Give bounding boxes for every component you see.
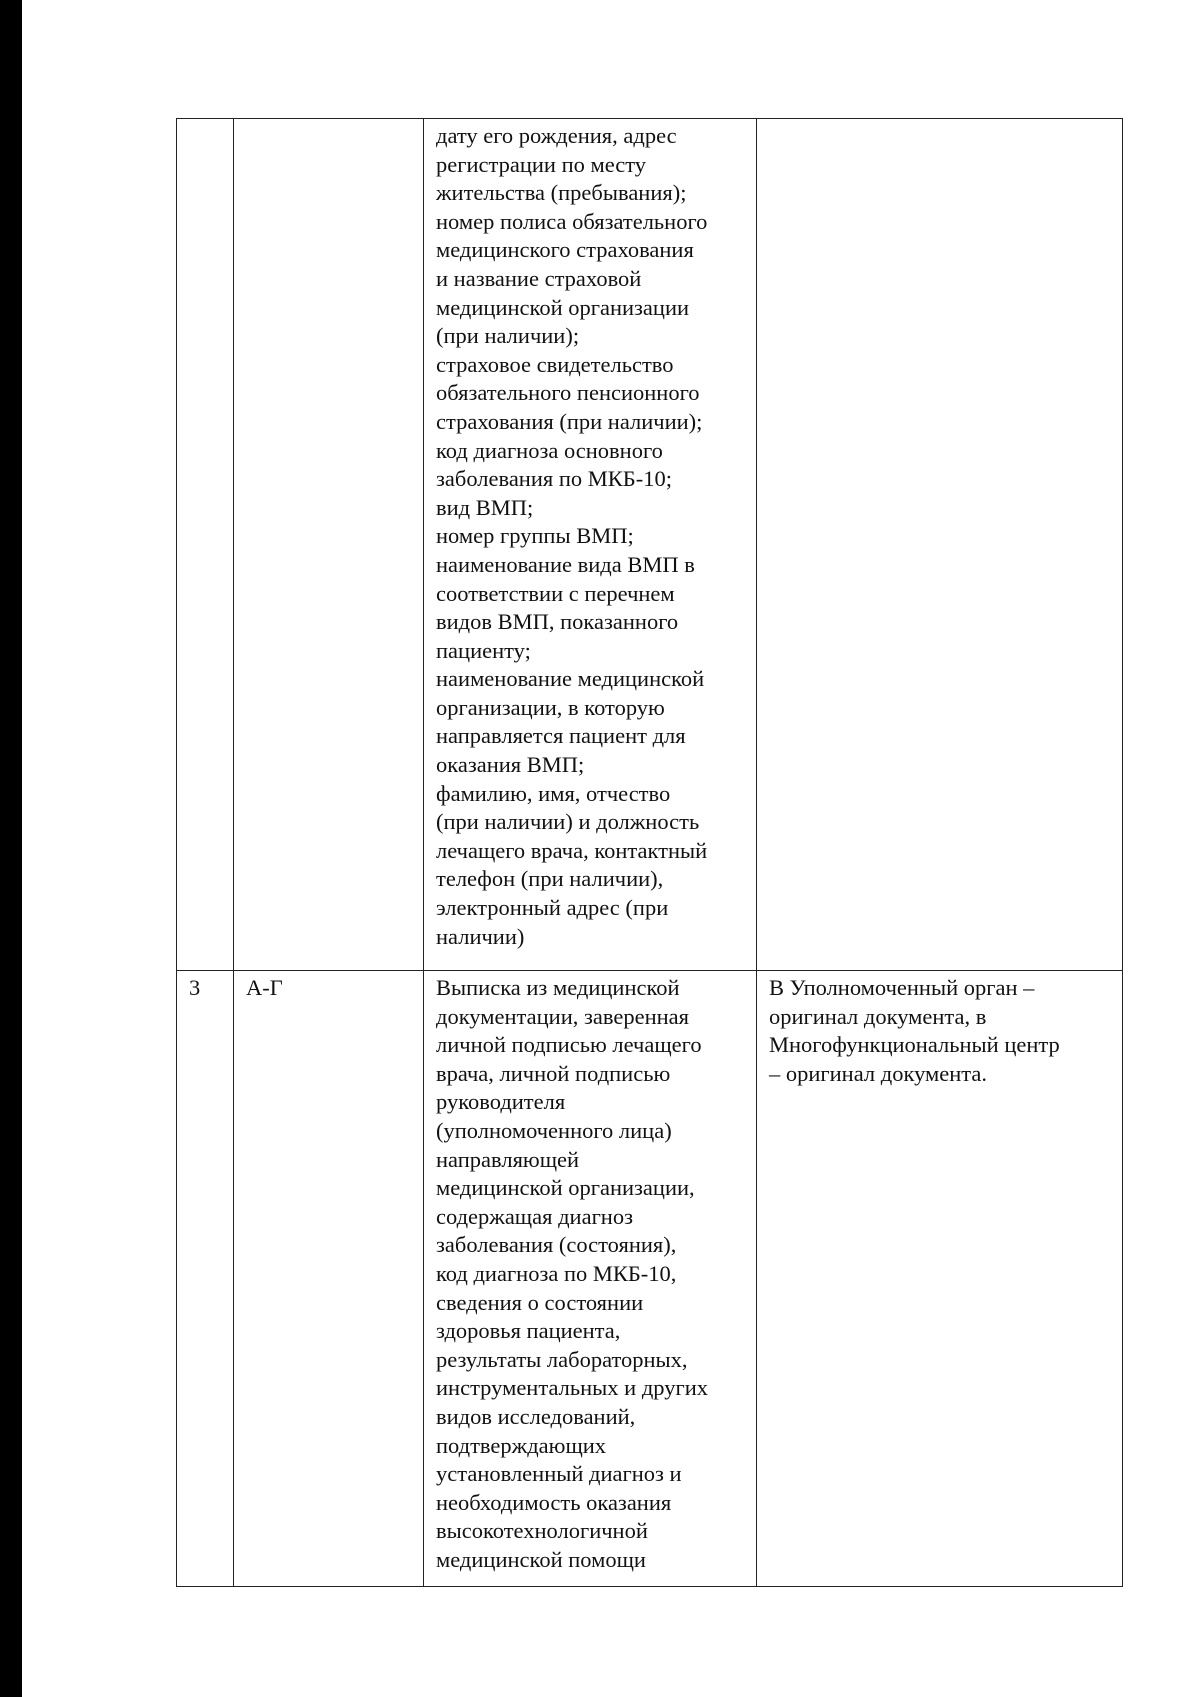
submission-line: В Уполномоченный орган –	[769, 975, 1035, 1000]
cell-submission	[757, 119, 1123, 971]
cell-document	[424, 119, 757, 971]
scan-edge	[0, 0, 22, 1697]
document-line: высокотехнологичной	[436, 1518, 648, 1544]
document-line: необходимость оказания	[436, 1489, 672, 1515]
document-table	[176, 118, 1123, 1587]
document-line: установленный диагноз и	[436, 1461, 682, 1487]
document-line: пациенту;	[436, 637, 531, 663]
cell-category	[234, 119, 424, 971]
document-line: организации, в которую	[436, 694, 665, 720]
document-line: медицинской помощи	[436, 1546, 646, 1572]
document-line: личной подписью лечащего	[436, 1032, 702, 1058]
document-line: наличии)	[436, 923, 525, 949]
document-line: (при наличии) и должность	[436, 809, 700, 835]
document-line: жительства (пребывания);	[436, 180, 687, 206]
document-line: страховое свидетельство	[436, 351, 674, 377]
document-line: заболевания (состояния),	[436, 1232, 677, 1258]
document-line: электронный адрес (при	[436, 895, 669, 921]
document-line: соответствии с перечнем	[436, 580, 675, 606]
document-line: дату его рождения, адрес	[436, 123, 677, 148]
document-line: оказания ВМП;	[436, 752, 585, 778]
submission-line: Многофункциональный центр	[769, 1032, 1060, 1058]
document-line: здоровья пациента,	[436, 1318, 621, 1344]
document-line: наименование медицинской	[436, 666, 705, 692]
table-row-continuation	[177, 119, 1123, 971]
document-line: регистрации по месту	[436, 151, 647, 177]
document-line: номер полиса обязательного	[436, 208, 708, 234]
document-line: направляющей	[436, 1146, 580, 1172]
cell-category: А-Г	[234, 971, 424, 1587]
document-line: результаты лабораторных,	[436, 1346, 688, 1372]
document-line: видов ВМП, показанного	[436, 609, 679, 635]
document-line: заболевания по МКБ-10;	[436, 466, 672, 492]
document-line: наименование вида ВМП в	[436, 551, 695, 577]
document-line: (уполномоченного лица)	[436, 1117, 672, 1143]
document-line: и название страховой	[436, 265, 642, 291]
document-line: обязательного пенсионного	[436, 380, 700, 406]
document-line: документации, заверенная	[436, 1003, 690, 1029]
table-row-3	[177, 971, 1123, 1587]
document-line: медицинской организации,	[436, 1175, 695, 1201]
document-line: код диагноза основного	[436, 437, 663, 463]
document-line: лечащего врача, контактный	[436, 837, 708, 863]
document-line: телефон (при наличии),	[436, 866, 664, 892]
document-line: номер группы ВМП;	[436, 523, 634, 549]
document-line: врача, личной подписью	[436, 1060, 671, 1086]
document-line: медицинского страхования	[436, 237, 694, 263]
document-line: Выписка из медицинской	[436, 975, 680, 1000]
document-line: направляется пациент для	[436, 723, 686, 749]
document-line: фамилию, имя, отчество	[436, 780, 671, 806]
cell-number: 3	[177, 971, 234, 1587]
document-line: (при наличии);	[436, 323, 580, 349]
submission-line: оригинал документа, в	[769, 1003, 987, 1029]
document-line: сведения о состоянии	[436, 1289, 644, 1315]
document-line: видов исследований,	[436, 1403, 636, 1429]
cell-submission	[757, 971, 1123, 1587]
document-line: вид ВМП;	[436, 494, 534, 520]
document-line: инструментальных и других	[436, 1375, 708, 1401]
cell-document	[424, 971, 757, 1587]
document-line: медицинской организации	[436, 294, 690, 320]
document-line: руководителя	[436, 1089, 566, 1115]
document-line: содержащая диагноз	[436, 1203, 633, 1229]
document-line: код диагноза по МКБ-10,	[436, 1260, 677, 1286]
document-line: подтверждающих	[436, 1432, 607, 1458]
submission-line: – оригинал документа.	[769, 1060, 988, 1086]
cell-number	[177, 119, 234, 971]
document-line: страхования (при наличии);	[436, 408, 703, 434]
